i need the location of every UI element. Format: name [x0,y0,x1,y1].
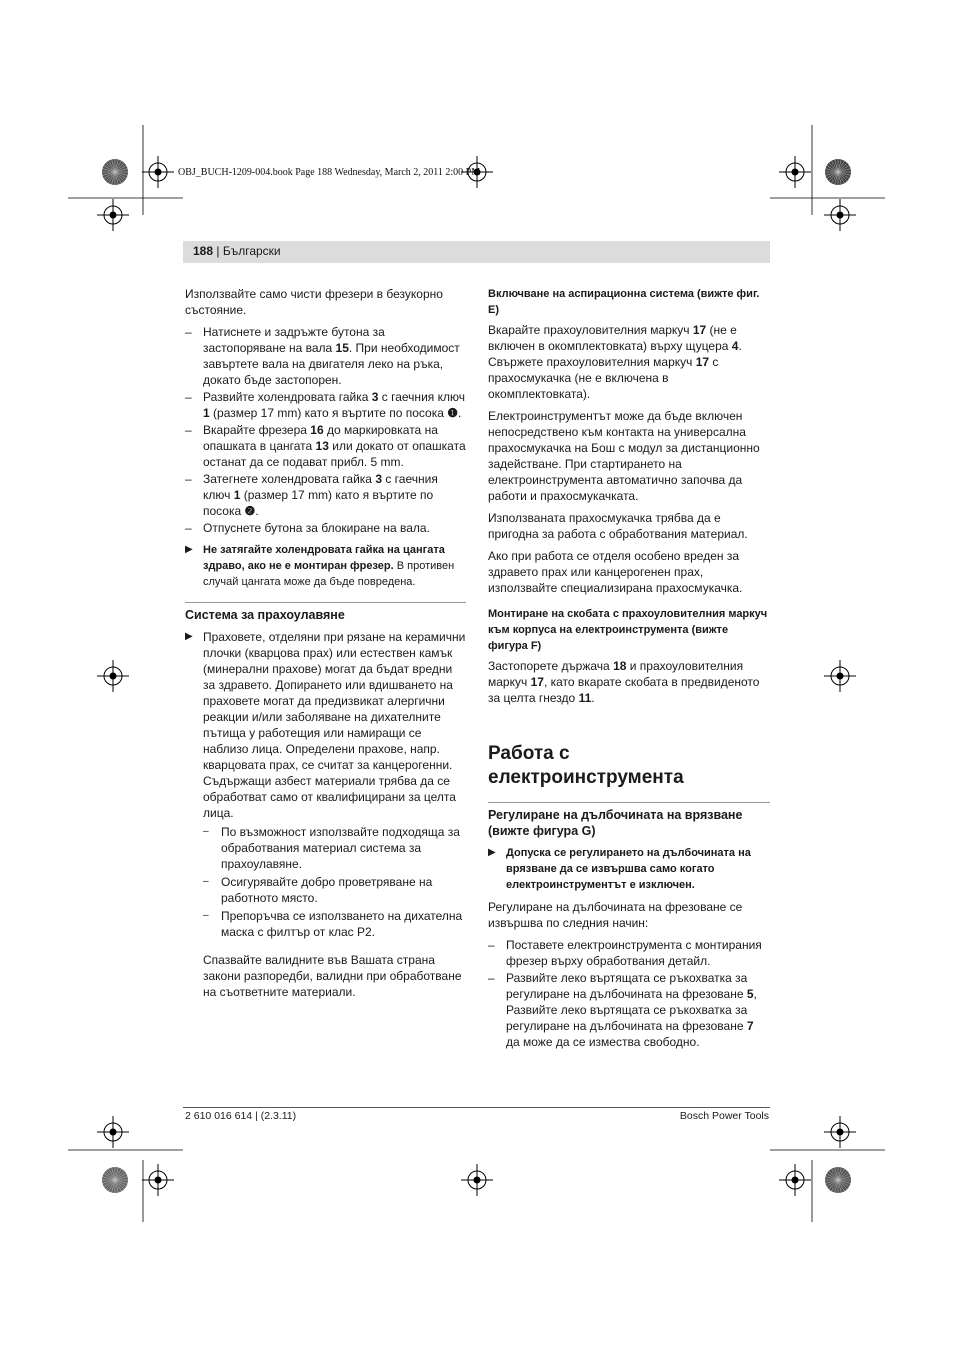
left-column [185,286,466,1006]
text-segment: Развийте холендровата гайка [203,390,372,404]
clip-paragraph [488,658,770,706]
registration-mark [824,660,856,692]
text-segment: Натиснете и задръжте бутона за застопоряване на вала [203,325,385,355]
registration-mark [97,1116,129,1148]
list-item [488,937,770,969]
page-number: 188 [193,244,214,258]
suction-paragraph-4: Ако при работа се отделя особено вреден за здравето прах или канцерогенен прах, използвайте специализирана прахосмукачка. [488,549,743,595]
operation-heading: Работа с електроинструмента [488,743,684,788]
list-item-text: Препоръчва се използването на дихателна маска с филтър от клас P2. [221,909,463,939]
section-title-dust-extraction: Система за прахоулавяне [185,602,466,623]
suction-paragraph-2: Електроинструментът може да бъде включен непосредствено към контакта на универсална прахосмукачка на Бош с модул за дистанционно задействане. При стартирането на електроинструмента автоматично започва да работи и прахосмукачката. [488,409,760,503]
reference-number: 17 [692,323,707,337]
text-segment: Вкарайте прахоуловителния маркуч [488,323,693,337]
footer-rule [183,1107,770,1108]
registration-mark [97,199,129,231]
reference-number: 11 [578,691,592,705]
text-segment: с гаечния ключ [378,390,465,404]
text-segment: . При необходимост завъртете вала на двигателя леко на ръка, докато бъде застопорен. [203,341,460,387]
reference-number: 13 [315,439,329,453]
text-segment: Поставете електроинструмента с монтирания фрезер върху обработвания детайл. [506,938,762,968]
dash-marker: – [185,390,192,404]
color-wheel [102,159,128,185]
warning-text: В противен случай цангата може да бъде повредена. [203,560,455,588]
intro-paragraph: Използвайте само чисти фрезери в безукорно състояние. [185,287,443,317]
list-item-text: По възможност използвайте подходяща за обработвания материал система за прахоулавяне. [221,825,460,871]
clip-title: Монтиране на скобата с прахоуловителния маркуч към корпуса на електроинструмента (вижте фигура F) [488,608,768,652]
print-info-line: OBJ_BUCH-1209-004.book Page 188 Wednesday, March 2, 2011 2:00 PM [178,167,481,178]
warning-triangle-icon: ▶ [488,847,496,858]
list-item [185,520,466,536]
registration-mark [461,1164,493,1196]
text-segment: (размер 17 mm) като я въртите по посока [203,488,434,518]
list-item [203,908,466,940]
dash-marker: – [203,910,209,921]
text-segment: да може да се измества свободно. [506,1035,700,1049]
page-header [193,244,281,258]
text-segment: (размер 17 mm) като я въртите по посока [209,406,448,420]
reference-number: 16 [310,423,324,437]
depth-warning-text: Допуска се регулирането на дълбочината на врязване да се извършва само когато електроинструментът е изключен. [506,847,751,891]
hazard-triangle-icon: ▶ [185,631,193,642]
text-segment: с прахосмукачка (не е включена в окомплектовката). [488,355,719,401]
text-segment: , като вкарате скобата в предвиденото за целта гнездо [488,675,760,705]
legal-note: Спазвайте валидните във Вашата страна закони разпоредби, валидни при обработване на съответните материали. [203,953,462,999]
registration-mark [142,1164,174,1196]
text-segment: . [591,691,595,705]
dash-marker: – [185,423,192,437]
reference-number: 1 [233,488,241,502]
dash-marker: – [203,876,209,887]
list-item [488,970,770,1050]
warning-bold-text: Не затягайте холендровата гайка на цангата здраво, ако не е монтиран фрезер. [203,544,445,572]
footer-brand: Bosch Power Tools [679,1110,769,1122]
reference-number: 4 [731,339,739,353]
reference-number: 15 [335,341,349,355]
text-segment: или докато от опашката останат да се подават прибл. 5 mm. [203,439,466,469]
registration-mark [779,156,811,188]
color-wheel [825,159,851,185]
text-segment: до маркировката на опашката в цангата [203,423,438,453]
dust-precautions-list [203,824,466,940]
depth-warning [488,845,770,893]
registration-mark [824,199,856,231]
header-separator: | [213,244,223,258]
depth-intro: Регулиране на дълбочината на фрезоване се извършва по следния начин: [488,900,743,930]
list-item [185,324,466,388]
text-segment: . Свържете прахоуловителния маркуч [488,339,742,369]
list-item [185,389,466,421]
collet-warning [185,542,466,590]
text-segment: Отпуснете бутона за блокиране на вала. [203,521,430,535]
text-segment: с гаечния ключ [203,472,438,502]
reference-number: ❷ [244,504,256,518]
right-column [488,286,770,1056]
reference-number: ❶ [447,406,459,420]
suction-paragraph-1 [488,322,770,402]
list-item [203,874,466,906]
text-segment: (не е включен в окомплектовката) върху щуцера [488,323,737,353]
reference-number: 7 [746,1019,754,1033]
color-wheel [825,1167,851,1193]
reference-number: 17 [530,675,544,689]
dash-marker: – [488,938,495,952]
list-item [185,471,466,519]
text-segment: Вкарайте фрезера [203,423,311,437]
reference-number: 1 [203,406,210,420]
dash-marker: – [185,521,192,535]
text-segment: , Развийте леко въртящата се ръкохватка за регулиране на дълбочината на фрезоване [506,987,757,1033]
registration-mark [779,1164,811,1196]
text-segment: Развийте леко въртящата се ръкохватка за регулиране на дълбочината на фрезоване [506,971,748,1001]
suction-paragraph-3: Използваната прахосмукачка трябва да е пригодна за работа с обработвания материал. [488,511,748,541]
text-segment: Застопорете държача [488,659,614,673]
dash-marker: – [203,826,209,837]
registration-mark [97,660,129,692]
dash-marker: – [185,325,192,339]
section-title-depth: Регулиране на дълбочината на врязване (вижте фигура G) [488,802,770,839]
color-wheel [102,1167,128,1193]
dash-marker: – [185,472,192,486]
list-item-text: Осигурявайте добро проветряване на работното място. [221,875,433,905]
registration-mark [824,1116,856,1148]
dust-hazard-block [185,629,466,1000]
reference-number: 3 [371,390,379,404]
text-segment: . [255,504,259,518]
reference-number: 3 [375,472,382,486]
registration-mark [142,156,174,188]
reference-number: 5 [746,987,754,1001]
footer-doc-number: 2 610 016 614 | (2.3.11) [185,1110,297,1122]
depth-steps [488,937,770,1050]
mounting-steps [185,324,466,536]
suction-title: Включване на аспирационна система (вижте фиг. E) [488,288,760,316]
warning-triangle-icon: ▶ [185,544,193,555]
list-item [185,422,466,470]
header-language: Български [222,244,281,258]
reference-number: 17 [695,355,710,369]
reference-number: 18 [613,659,627,673]
dash-marker: – [488,971,495,985]
list-item [203,824,466,872]
dust-hazard-text: Праховете, отделяни при рязане на керамични плочки (кварцова прах) или естествен камък (минерални прахове) могат да бъдат вредни за здравето. Допирането или вдишването на праховете могат да предизвикат алергични реакции и/или заболяване на дихателните пътища у работещия или намиращи се наблизо лица. Определени прахове, напр. кварцовата прах, се считат за канцерогенни. Съдържащи азбест материали трябва да се обработват само от квалифицирани за целта лица. [203,630,466,820]
text-segment: . [458,406,462,420]
text-segment: Затегнете холендровата гайка [203,472,376,486]
text-segment: и прахоуловителния маркуч [488,659,744,689]
